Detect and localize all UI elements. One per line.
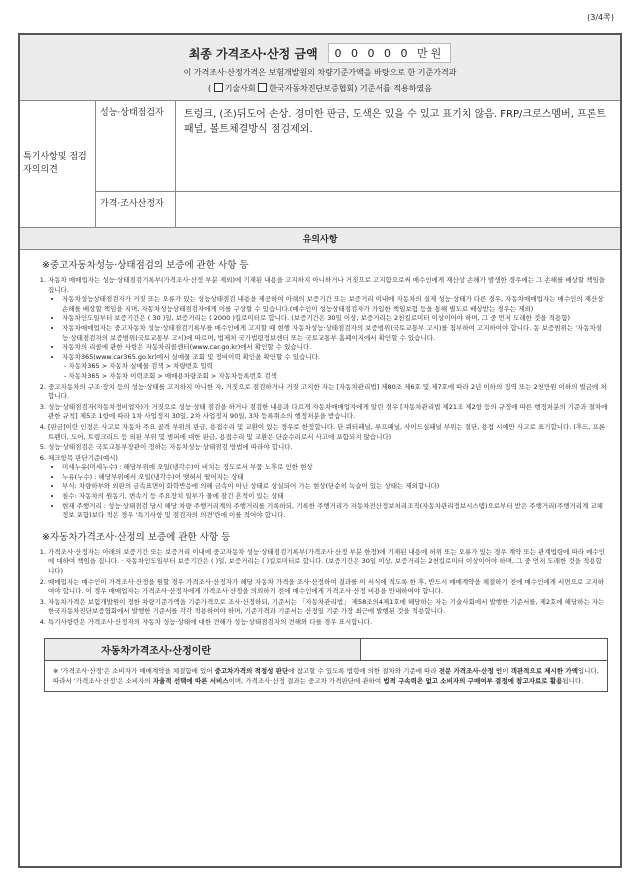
price-title: 최종 가격조사·산정 금액: [188, 46, 318, 61]
price-amount-field[interactable]: 0 0 0 0 0 만원: [328, 43, 452, 63]
checkbox-diagnosis-association[interactable]: [258, 83, 267, 92]
list-item: • 자동차의 리콜에 관한 사항은 자동차리콜센터(www.car.go.kr)에서 확인할 수 있습니다.: [62, 343, 608, 353]
inspection-warranty-section: [20, 250, 620, 521]
page-number: (3/4쪽): [587, 13, 614, 22]
definition-title: 자동차가격조사·산정이란: [45, 639, 361, 660]
price-standard-options: ( 기술사회 한국자동차진단보증협회) 기준서를 적용하였음: [208, 84, 432, 93]
opinion-label: 특기사항및 점검자의의견: [20, 101, 96, 227]
list-item: 4. [판금]이란 인정은 사고로 자동차 주요 골격 부위의 판금, 용접수리 및 교환이 있는 경우로 한정합니다. 단 쿼터패널, 루프패널, 사이드실패널 부위는 절단, 용접 시에만 사고로 표기합니다. (후드, 프론트펜더, 도어, 트렁크리드 등 외판 부위 및 범퍼에 대한 판금, 용접수리 및 교환은 단순수리로서 사고에 포함되지 않습니다): [48, 423, 608, 442]
list-item: • 자동차성능상태점검자가 거짓 또는 오류가 있는 성능상태점검 내용을 제공하여 아래의 보증기간 또는 보증거리 이내에 자동차의 실제 성능·상태가 다른 경우, 자동차매매업자는 매수인의 재산상 손해를 배상할 책임을 지며, 자동차성능상태점검자에게 이를 구상할 수 있습니다.(매수인이 성능상태점검자가 가입한 책임보험 등을 통해 별도로 배상받는 경우는 제외): [62, 295, 608, 314]
definition-text: ※ '가격조사·산정'은 소비자가 매매계약을 체결함에 있어 중고차가격의 적정성 판단에 참고할 수 있도록 법령에 의한 절차와 기준에 따라 전문 가격조사·산정 인이 객관적으로 제시한 가액입니다. 따라서 '가격조사·산정'은 소비자의 자율적 선택에 따른 서비스이며, 가격조사·산정 결과는 중고차 가격판단에 관하여 법적 구속력은 없고 소비자의 구매여부 결정에 참고자료로 활용됩니다.: [53, 666, 599, 685]
document-frame: [18, 33, 622, 868]
section2-title: ※자동차가격조사·산정의 보증에 관한 사항 등: [42, 531, 231, 543]
list-subline: - 자동차365 > 자동차 실매물 검색 > 차량번호 입력: [64, 362, 213, 371]
section1-title: ※중고자동차성능·상태점검의 보증에 관한 사항 등: [42, 260, 249, 271]
list-item: 6. 체크항목 판단기준(예시) • 미세누유(미세누수) : 해당부위에 오일(냉각수)이 비치는 정도로서 부품 노후로 인한 현상 • 누유(누수) : 해당부위에서 오일(냉각수)이 맺혀서 떨어지는 상태 • 부식: 차량하부와 외판의 금속표면이 화학반응에 의해 금속이 아닌 상태로 상실되어 가는 현상(단순히 녹슬어 있는 상태는 제외합니다) • 침수: 자동차의 원동기, 변속기 등 주요장치 일부가 물에 잠긴 흔적이 있는 상태 • 현재 주행거리 : 성능·상태점검 당시 해당 차량 주행거리계의 주행거리를 기록하되, 기록한 주행거리가 자동차전산정보처리조직(자동차관리정보시스템)으로부터 받은 주행거리(주행거리계 교체 정보 포함)보다 적은 경우 '특기사항 및 점검자의 의견'란에 이를 적어야 합니다.: [48, 454, 608, 521]
list-item: 5. 성능·상태점검은 국토교통부장관이 정하는 자동차성능·상태점검 방법에 따라야 합니다.: [48, 443, 608, 453]
list-item: • 자동차매매업자는 중고자동차 성능·상태점검기록부를 매수인에게 고지할 때 현행 자동차성능·상태점검자의 보증범위(국토교통부 고시)를 첨부하여 고지하여야 합니다. 동 보증범위는 '자동차성능·상태점검자의 보증범위(국토교통부 고시)에 따르며, 법제처 국가법령정보센터 또는 국토교통부 홈페이지에서 확인할 수 있습니다.: [62, 324, 608, 343]
list-item: • 자동차인도일부터 보증기간은 ( 30 )일, 보증거리는 ( 2000 )킬로미터로 합니다. (보증기간은 30일 이상, 보증거리는 2천킬로미터 이상이어야 하며, 그 중 먼저 도래한 것을 적용함): [62, 314, 608, 324]
opinion-section: [20, 101, 620, 228]
list-item: 1. 가격조사·산정자는 아래의 보증기간 또는 보증거리 이내에 중고자동차 성능·상태점검기록부(가격조사·산정 부분 한정)에 기재된 내용에 허위 또는 오류가 있는 경우 계약 또는 관계법령에 따라 매수인에 대하여 책임을 집니다. · 자동차인도일부터 보증기간은 ( )일, 보증거리는 ( )킬로미터로 합니다. (보증기간은 30일 이상, 보증거리는 2천킬로미터 이상이어야 하며, 그 중 먼저 도래한 것을 적용합니다): [48, 548, 608, 577]
list-item: • 부식: 차량하부와 외판의 금속표면이 화학반응에 의해 금속이 아닌 상태로 상실되어 가는 현상(단순히 녹슬어 있는 상태는 제외합니다): [62, 482, 608, 492]
list-item: • 자동차365(www.car365.go.kr)에서 실매물 조회 및 정비이력 확인을 확인할 수 있습니다.: [62, 353, 608, 363]
list-item: 3. 성능·상태점검자(자동차정비업자)가 거짓으로 성능·상태 점검을 하거나 점검한 내용과 다르게 자동차매매업자에게 알린 경우 [자동차관리법 제21조 제2항 등의 규정에 따른 행정처분의 기준과 절차에 관한 규칙] 제5조 1항에 따라 1차 사업정지 30일, 2차 사업정지 90일, 3차 등록취소의 행정처분을 받습니다.: [48, 403, 608, 422]
list-item: • 미세누유(미세누수) : 해당부위에 오일(냉각수)이 비치는 정도로서 부품 노후로 인한 현상: [62, 463, 608, 473]
notice-heading: 유의사항: [20, 228, 620, 250]
list-item: • 누유(누수) : 해당부위에서 오일(냉각수)이 맺혀서 떨어지는 상태: [62, 473, 608, 483]
list-item: 2. 중고자동차의 구조·장치 등의 성능·상태를 고지하지 아니한 자, 거짓으로 점검하거나 거짓 고지한 자는 [자동차관리법] 제80조 제6호 및 제7호에 따라 2년 이하의 징역 또는 2천만원 이하의 벌금에 처합니다.: [48, 383, 608, 402]
appraiser-opinion-text: [176, 192, 620, 227]
price-warranty-section: [20, 522, 620, 628]
price-section: [20, 35, 620, 101]
list-item: 1. 자동차 매매업자는 성능·상태점검기록부(가격조사·산정 부분 제외)에 기재된 내용을 고지하지 아니하거나 거짓으로 고지함으로써 매수인에게 재산상 손해가 발생한 경우에는 그 손해를 배상할 책임을 집니다. • 자동차성능상태점검자가 거짓 또는 오류가 있는 성능상태점검 내용을 제공하여 아래의 보증기간 또는 보증거리 이내에 자동차의 실제 성능·상태가 다른 경우, 자동차매매업자는 매수인의 재산상 손해를 배상할 책임을 지며, 자동차성능상태점검자에게 이를 구상할 수 있습니다.(매수인이 성능상태점검자가 가입한 책임보험 등을 통해 별도로 배상받는 경우는 제외) • 자동차인도일부터 보증기간은 ( 30 )일, 보증거리는 ( 2000 )킬로미터로 합니다. (보증기간은 30일 이상, 보증거리는 2천킬로미터 이상이어야 하며, 그 중 먼저 도래한 것을 적용함) • 자동차매매업자는 중고자동차 성능·상태점검기록부를 매수인에게 고지할 때 현행 자동차성능·상태점검자의 보증범위(국토교통부 고시)를 첨부하여 고지하여야 합니다. 동 보증범위는 '자동차성능·상태점검자의 보증범위(국토교통부 고시)에 따르며, 법제처 국가법령정보센터 또는 국토교통부 홈페이지에서 확인할 수 있습니다. • 자동차의 리콜에 관한 사항은 자동차리콜센터(www.car.go.kr)에서 확인할 수 있습니다. • 자동차365(www.car365.go.kr)에서 실매물 조회 및 정비이력 확인을 확인할 수 있습니다. - 자동차365 > 자동차 실매물 검색 > 차량번호 입력 - 자동차365 > 자동차 이력조회 > 매매용차량조회 > 자동차등록번호 검색: [48, 276, 608, 382]
definition-box: [44, 638, 608, 692]
list-item: • 침수: 자동차의 원동기, 변속기 등 주요장치 일부가 물에 잠긴 흔적이 있는 상태: [62, 492, 608, 502]
list-subline: - 자동차365 > 자동차 이력조회 > 매매용차량조회 > 자동차등록번호 검색: [64, 371, 277, 380]
inspector-label: 성능·상태점검자: [96, 101, 176, 191]
list-item: • 현재 주행거리 : 성능·상태점검 당시 해당 차량 주행거리계의 주행거리를 기록하되, 기록한 주행거리가 자동차전산정보처리조직(자동차관리정보시스템)으로부터 받은 주행거리(주행거리계 교체 정보 포함)보다 적은 경우 '특기사항 및 점검자의 의견'란에 이를 적어야 합니다.: [62, 502, 608, 521]
list-item: 4. 특기사항란은 가격조사·산정자의 자동차 성능·상태에 대한 견해가 성능·상태점검자의 견해와 다를 경우 표시합니다.: [48, 618, 608, 628]
price-description: 이 가격조사·산정가격은 보험개발원의 차량기준가액을 바탕으로 한 기준가격과: [183, 68, 457, 77]
checkbox-engineers-association[interactable]: [214, 83, 223, 92]
appraiser-label: 가격·조사산정자: [96, 192, 176, 227]
list-item: 2. 매매업자는 매수인이 가격조사·산정을 원할 경우 가격조사·산정자가 해당 자동차 가격을 조사·산정하여 결과를 이 서식에 적도록 한 후, 반드시 매매계약을 체결하기 전에 매수인에게 서면으로 고지하여야 합니다. 이 경우 매매업자는 가격조사·산정자에게 가격조사·산정을 의뢰하기 전에 매수인에게 가격조사·산정 비용을 안내하여야 합니다.: [48, 578, 608, 597]
list-item: 3. 자동차가격은 보험개발원이 정한 차량기준가액을 기준가격으로 조사·산정하되, 기준서는 「자동차관리법」 제58조의4제1호에 해당하는 자는 기술사회에서 발행한 기준서를, 제2호에 해당하는 자는 한국자동차진단보증협회에서 발행한 기준서를 각각 적용하여야 하며, 기준가격과 기준서는 산정일 기준 가장 최근에 발행된 것을 적용합니다.: [48, 598, 608, 617]
inspector-opinion-text: 트렁크, (조)뒤도어 손상. 경미한 판금, 도색은 있을 수 있고 표기치 않음. FRP/크로스멤버, 프론트 패널, 볼트체결방식 점검제외.: [184, 109, 607, 135]
